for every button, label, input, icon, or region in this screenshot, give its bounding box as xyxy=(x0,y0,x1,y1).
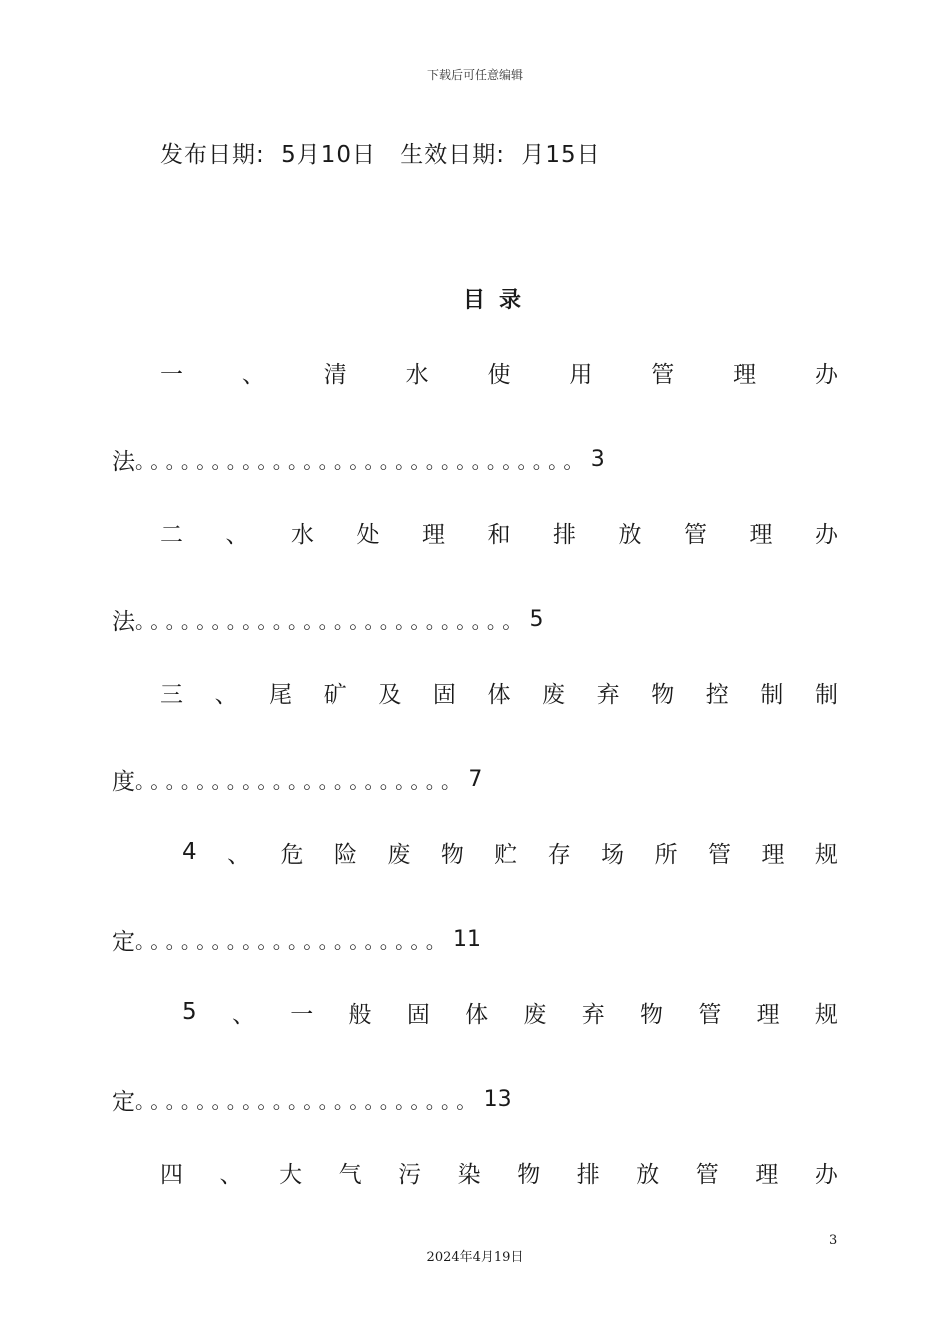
toc-entry-char: 理 xyxy=(755,1161,779,1188)
toc-entry-char: 制 xyxy=(814,681,838,708)
page-footer-date: 2024年4月19日 xyxy=(426,1250,524,1265)
toc-entry-char: 体 xyxy=(465,1001,489,1028)
toc-page-number: 13 xyxy=(483,1086,512,1112)
toc-entry-char: 放 xyxy=(636,1161,660,1188)
toc-entry-char: 废 xyxy=(387,841,411,868)
toc-entry-char: 5 xyxy=(182,999,197,1025)
date-line xyxy=(160,136,601,169)
toc-entry-char: 、 xyxy=(241,361,265,388)
toc-entry-tail: 法 xyxy=(112,448,135,475)
toc-page-number: 3 xyxy=(590,446,605,472)
toc-entry-char: 二 xyxy=(160,521,183,548)
toc-entry-char: 一 xyxy=(290,1001,314,1028)
toc-entry-char: 、 xyxy=(227,841,251,868)
toc-entry-char: 弃 xyxy=(596,681,620,708)
toc-entry-char: 理 xyxy=(422,521,445,548)
toc-entry-char: 规 xyxy=(814,841,838,868)
toc-entry-char: 物 xyxy=(440,841,464,868)
toc-entry-char: 一 xyxy=(160,361,183,388)
toc-entry-char: 三 xyxy=(160,681,183,708)
toc-entry-char: 固 xyxy=(432,681,456,708)
toc-entry-char: 固 xyxy=(406,1001,430,1028)
toc-entry-char: 理 xyxy=(749,521,773,548)
toc-entry-char: 办 xyxy=(815,521,838,548)
toc-entry-char: 处 xyxy=(356,521,380,548)
toc-entry-char: 排 xyxy=(576,1161,600,1188)
toc-entry-char: 体 xyxy=(487,681,511,708)
toc-entry-leader-line[interactable] xyxy=(112,604,544,634)
toc-entry-char: 物 xyxy=(651,681,675,708)
toc-entry-char: 、 xyxy=(225,521,249,548)
toc-entry-char: 放 xyxy=(618,521,642,548)
toc-entry-char: 所 xyxy=(654,841,678,868)
toc-entry-leader-line[interactable] xyxy=(112,444,605,474)
toc-entry-char: 四 xyxy=(160,1161,183,1188)
toc-title: 目录 xyxy=(462,288,535,313)
toc-entry-char: 用 xyxy=(569,361,593,388)
toc-entry-char: 般 xyxy=(348,1001,372,1028)
toc-entry-line xyxy=(182,837,838,867)
toc-entry-char: 理 xyxy=(761,841,785,868)
toc-entry-char: 尾 xyxy=(269,681,293,708)
toc-entry-char: 水 xyxy=(291,521,314,548)
toc-entry-char: 控 xyxy=(705,681,729,708)
toc-entry-char: 管 xyxy=(684,521,707,548)
toc-entry-char: 染 xyxy=(457,1161,481,1188)
toc-entry-char: 弃 xyxy=(581,1001,605,1028)
toc-entry-char: 矿 xyxy=(323,681,347,708)
toc-entry-char: 、 xyxy=(214,681,238,708)
effective-date-label: 生效日期: xyxy=(400,142,506,168)
toc-entry-char: 管 xyxy=(651,361,675,388)
toc-entry-char: 场 xyxy=(601,841,625,868)
toc-entry-leader-line[interactable] xyxy=(112,764,482,794)
toc-entry-char: 废 xyxy=(542,681,566,708)
toc-entry-char: 、 xyxy=(231,1001,255,1028)
toc-entry-tail: 法 xyxy=(112,608,135,635)
toc-leader-dots: 。。。。。。。。。。。。。。。。。。。。。 xyxy=(135,768,467,793)
toc-entry-line xyxy=(160,1157,838,1187)
toc-entry-char: 办 xyxy=(814,1161,838,1188)
toc-leader-dots: 。。。。。。。。。。。。。。。。。。。。。。 xyxy=(135,1088,482,1113)
toc-entry-char: 存 xyxy=(547,841,571,868)
toc-page-number: 11 xyxy=(453,926,481,952)
toc-entry-tail: 度 xyxy=(112,768,135,795)
effective-date-value: 月15日 xyxy=(521,142,601,168)
toc-entry-char: 管 xyxy=(695,1161,719,1188)
toc-entry-char: 污 xyxy=(398,1161,422,1188)
toc-entry-leader-line[interactable] xyxy=(112,924,481,954)
page-number: 3 xyxy=(829,1233,838,1248)
toc-leader-dots: 。。。。。。。。。。。。。。。。。。。。。。。。。。。。。 xyxy=(135,448,589,473)
toc-entry-char: 清 xyxy=(323,361,347,388)
toc-page-number: 5 xyxy=(529,606,544,632)
toc-entry-char: 和 xyxy=(487,521,511,548)
toc-entry-char: 及 xyxy=(378,681,402,708)
publish-date-value: 5月10日 xyxy=(281,142,376,168)
toc-entry-char: 使 xyxy=(487,361,511,388)
toc-entry-char: 贮 xyxy=(494,841,518,868)
toc-entry-char: 、 xyxy=(219,1161,243,1188)
toc-entry-char: 制 xyxy=(760,681,784,708)
toc-entry-char: 排 xyxy=(553,521,576,548)
toc-entry-char: 规 xyxy=(814,1001,838,1028)
toc-entry-char: 物 xyxy=(517,1161,541,1188)
toc-entry-tail: 定 xyxy=(112,928,135,955)
toc-entry-tail: 定 xyxy=(112,1088,135,1115)
toc-entry-line xyxy=(160,357,838,387)
toc-entry-char: 物 xyxy=(640,1001,664,1028)
toc-entry-line xyxy=(182,997,838,1027)
toc-entry-char: 办 xyxy=(815,361,838,388)
toc-entry-char: 管 xyxy=(698,1001,722,1028)
toc-entry-line xyxy=(160,677,838,707)
toc-entry-char: 水 xyxy=(405,361,429,388)
toc-entry-line xyxy=(160,517,838,547)
toc-entry-leader-line[interactable] xyxy=(112,1084,512,1114)
page-header: 下载后可任意编辑 xyxy=(426,68,523,82)
toc-page-number: 7 xyxy=(468,766,483,792)
toc-entry-char: 大 xyxy=(279,1161,303,1188)
toc-entry-char: 气 xyxy=(338,1161,362,1188)
toc-entry-char: 废 xyxy=(523,1001,547,1028)
toc-leader-dots: 。。。。。。。。。。。。。。。。。。。。。。。。。 xyxy=(135,608,528,633)
toc-entry-char: 危 xyxy=(280,841,304,868)
toc-entry-char: 理 xyxy=(756,1001,780,1028)
toc-entry-char: 管 xyxy=(708,841,732,868)
toc-leader-dots: 。。。。。。。。。。。。。。。。。。。。 xyxy=(135,928,451,953)
toc-entry-char: 4 xyxy=(182,839,197,865)
publish-date-label: 发布日期: xyxy=(160,142,265,168)
toc-entry-char: 险 xyxy=(333,841,357,868)
toc-entry-char: 理 xyxy=(733,361,757,388)
